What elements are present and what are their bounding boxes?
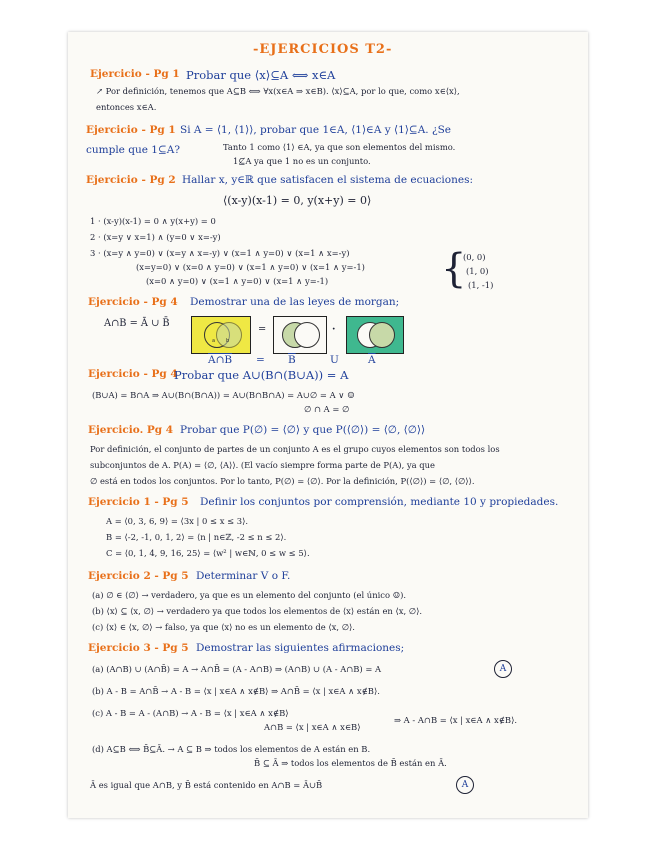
- exercise-heading: Ejercicio - Pg 1: [86, 124, 176, 136]
- venn-diagram-a-complement: [346, 316, 404, 354]
- exercise-heading: Ejercicio - Pg 4: [88, 368, 178, 380]
- proof-line: Por definición, el conjunto de partes de un conjunto A es el grupo cuyos elementos son todos los: [90, 444, 500, 454]
- exercise-heading: Ejercicio - Pg 2: [86, 174, 176, 186]
- set-definition: B = ⟨-2, -1, 0, 1, 2⟩ = ⟨n | n∈ℤ, -2 ≤ n ≤ 2⟩.: [106, 532, 287, 542]
- circled-answer: A: [456, 776, 474, 794]
- proof-line: (B∪A) = B∩A ⇒ A∪(B∩(B∩A)) = A∪(B∩B∩A) = A∪∅ = A ∨ ☺: [92, 390, 355, 400]
- answer-note: Tanto 1 como ⟨1⟩ ∈A, ya que son elementos del mismo.: [223, 142, 456, 152]
- equals-sign: =: [258, 324, 267, 335]
- dot-symbol: ·: [332, 324, 336, 335]
- true-false-item: (b) ⟨x⟩ ⊆ ⟨x, ∅⟩ → verdadero ya que todos los elementos de ⟨x⟩ están en ⟨x, ∅⟩.: [92, 606, 423, 616]
- venn-caption: U: [330, 354, 339, 366]
- venn-diagram-b-complement: [273, 316, 327, 354]
- proof-line: subconjuntos de A. P(A) = ⟨∅, ⟨A⟩⟩. (El vacío siempre forma parte de P(A), ya que: [90, 460, 435, 470]
- exercise-heading: Ejercicio - Pg 1: [90, 68, 180, 80]
- proof-line: (d) A⊆B ⟺ B̄⊆Ā. → A ⊆ B ⇒ todos los elementos de A están en B.: [92, 744, 371, 754]
- set-definition: C = ⟨0, 1, 4, 9, 16, 25⟩ = ⟨w² | w∈ℕ, 0 ≤ w ≤ 5⟩.: [106, 548, 310, 558]
- exercise-heading: Ejercicio - Pg 4: [88, 296, 178, 308]
- venn-caption: $\overline{B}$: [288, 354, 296, 366]
- proof-line: ↗ Por definición, tenemos que A⊆B ⟺ ∀x(x∈A ⇒ x∈B). ⟨x⟩⊆A, por lo que, como x∈⟨x⟩,: [96, 86, 460, 96]
- page-title: -EJERCICIOS T2-: [253, 42, 393, 57]
- true-false-item: (a) ∅ ∈ ⟨∅⟩ → verdadero, ya que es un elemento del conjunto (el único ☺).: [92, 590, 407, 600]
- exercise-statement: Probar que P(∅) = ⟨∅⟩ y que P(⟨∅⟩) = ⟨∅, ⟨∅⟩⟩: [180, 424, 426, 436]
- exercise-heading: Ejercicio. Pg 4: [88, 424, 174, 436]
- proof-line: ⇒ A - A∩B = ⟨x | x∈A ∧ x∉B⟩.: [394, 715, 518, 725]
- exercise-statement: Probar que A∪(B∩(B∪A)) = A: [174, 368, 349, 382]
- solution-step: 1 · (x-y)(x-1) = 0 ∧ y(x+y) = 0: [90, 216, 216, 226]
- set-definition: A = ⟨0, 3, 6, 9⟩ = ⟨3x | 0 ≤ x ≤ 3⟩.: [106, 516, 249, 526]
- exercise-statement: cumple que 1⊆A?: [86, 144, 180, 156]
- venn-caption: A∩B: [208, 354, 233, 366]
- venn-diagram-intersection: [191, 316, 251, 354]
- circled-answer: A: [494, 660, 512, 678]
- proof-line: ∅ ∩ A = ∅: [304, 404, 350, 414]
- exercise-statement: Definir los conjuntos por comprensión, mediante 10 y propiedades.: [200, 496, 559, 508]
- solution-step: 2 · (x=y ∨ x=1) ∧ (y=0 ∨ x=-y): [90, 232, 221, 242]
- proof-line: (b) A - B = A∩B̄ → A - B = ⟨x | x∈A ∧ x∉B⟩ ⇒ A∩B̄ = ⟨x | x∈A ∧ x∉B⟩.: [92, 686, 380, 696]
- proof-line: (a) (A∩B) ∪ (A∩B̄) = A → A∩B̄ = (A - A∩B) ⇒ (A∩B) ∪ (A - A∩B) = A: [92, 664, 382, 674]
- venn-label: a: [212, 338, 216, 344]
- venn-circle-b: [294, 322, 320, 348]
- solution-point: (1, -1): [468, 280, 494, 290]
- true-false-item: (c) ⟨x⟩ ∈ ⟨x, ∅⟩ → falso, ya que ⟨x⟩ no es un elemento de ⟨x, ∅⟩.: [92, 622, 355, 632]
- exercise-heading: Ejercicio 3 - Pg 5: [88, 642, 189, 654]
- proof-line: A∩B = ⟨x | x∈A ∧ x∈B⟩: [264, 722, 361, 732]
- proof-line: B̄ ⊆ Ā ⇒ todos los elementos de B̄ están en Ā.: [254, 758, 447, 768]
- solution-step: (x=y=0) ∨ (x=0 ∧ y=0) ∨ (x=1 ∧ y=0) ∨ (x=1 ∧ y=-1): [136, 262, 365, 272]
- exercise-statement: Hallar x, y∈ℝ que satisfacen el sistema de ecuaciones:: [182, 174, 473, 186]
- exercise-statement: Demostrar las siguientes afirmaciones;: [196, 642, 405, 654]
- venn-caption: $\overline{A}$: [368, 354, 376, 366]
- morgan-law: A∩B = Ā ∪ B̄: [104, 318, 170, 329]
- answer-note: 1⊈A ya que 1 no es un conjunto.: [233, 156, 371, 166]
- venn-caption: =: [256, 354, 265, 366]
- proof-line: ∅ está en todos los conjuntos. Por lo tanto, P(∅) = ⟨∅⟩. Por la definición, P(⟨∅⟩) = ⟨∅, ⟨∅⟩⟩.: [90, 476, 475, 486]
- brace-symbol: {: [441, 246, 467, 292]
- proof-line: entonces x∈A.: [96, 102, 157, 112]
- exercise-heading: Ejercicio 1 - Pg 5: [88, 496, 189, 508]
- notebook-page: [68, 32, 588, 818]
- solution-point: (1, 0): [466, 266, 489, 276]
- solution-step: (x=0 ∧ y=0) ∨ (x=1 ∧ y=0) ∨ (x=1 ∧ y=-1): [146, 276, 329, 286]
- solution-point: (0, 0): [463, 252, 486, 262]
- exercise-heading: Ejercicio 2 - Pg 5: [88, 570, 189, 582]
- venn-circle-b: [216, 322, 242, 348]
- exercise-statement: Demostrar una de las leyes de morgan;: [190, 296, 400, 308]
- exercise-statement: Si A = ⟨1, ⟨1⟩⟩, probar que 1∈A, ⟨1⟩∈A y ⟨1⟩⊆A. ¿Se: [180, 124, 451, 136]
- exercise-statement: Determinar V o F.: [196, 570, 291, 582]
- venn-label: b: [226, 338, 230, 344]
- proof-line: Ā es igual que A∩B, y B̄ está contenido en A∩B = Ā∪B̄: [90, 780, 323, 790]
- venn-circle-b: [369, 322, 395, 348]
- proof-line: (c) A - B = A - (A∩B) → A - B = ⟨x | x∈A ∧ x∉B⟩: [92, 708, 289, 718]
- exercise-statement: Probar que ⟨x⟩⊆A ⟺ x∈A: [186, 68, 336, 82]
- solution-step: 3 · (x=y ∧ y=0) ∨ (x=y ∧ x=-y) ∨ (x=1 ∧ y=0) ∨ (x=1 ∧ x=-y): [90, 248, 350, 258]
- equation-system: ⟨(x-y)(x-1) = 0, y(x+y) = 0⟩: [223, 194, 372, 207]
